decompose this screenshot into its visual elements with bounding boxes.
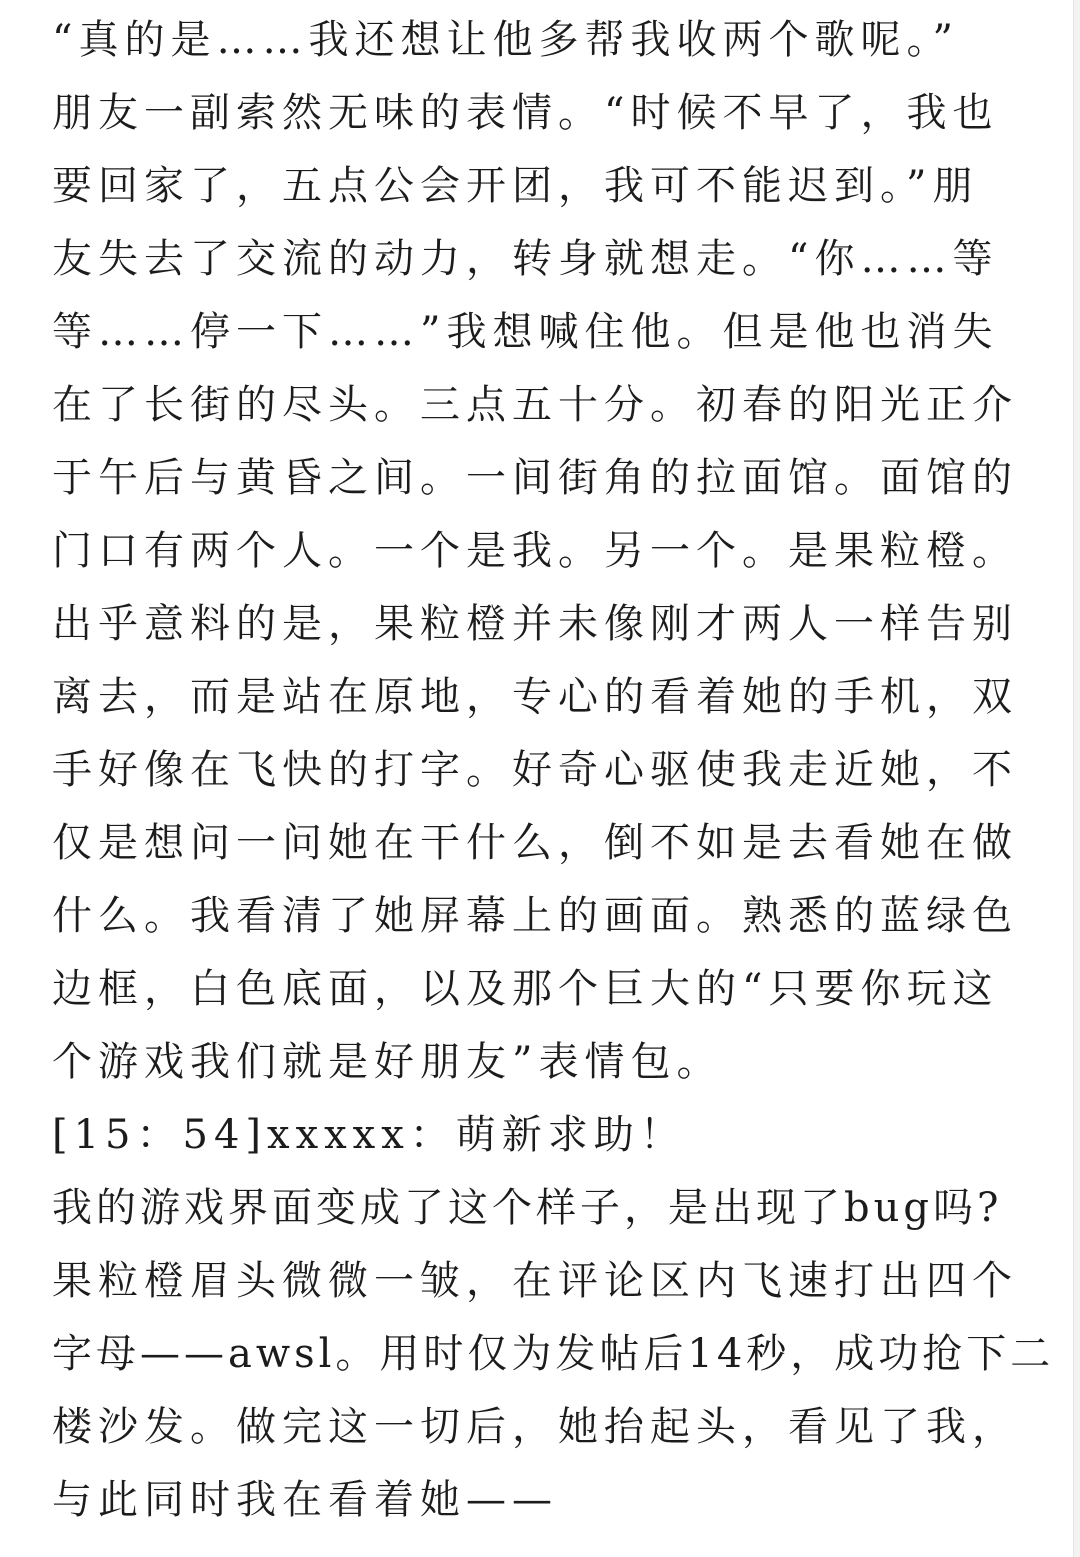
text-line: 门口有两个人。一个是我。另一个。是果粒橙。 [52,528,1018,574]
text-line: 边框，白色底面，以及那个巨大的“只要你玩这 [52,966,999,1012]
text-line: 出乎意料的是，果粒橙并未像刚才两人一样告别 [52,601,1018,647]
text-line: 果粒橙眉头微微一皱，在评论区内飞速打出四个 [52,1258,1018,1304]
text-line: 什么。我看清了她屏幕上的画面。熟悉的蓝绿色 [52,893,1018,939]
timestamp-post-line: [15：54]xxxxx：萌新求助！ [52,1112,686,1158]
text-line: 离去，而是站在原地，专心的看着她的手机，双 [52,674,1018,720]
text-line: 友失去了交流的动力，转身就想走。“你……等 [52,236,999,282]
text-line: “真的是……我还想让他多帮我收两个歌呢。” [52,17,959,63]
text-line: 个游戏我们就是好朋友”表情包。 [52,1039,723,1085]
page-edge-divider [1073,0,1080,1557]
text-line: 朋友一副索然无味的表情。“时候不早了，我也 [52,90,999,136]
text-line: 我的游戏界面变成了这个样子，是出现了bug吗? [52,1185,1003,1231]
text-line: 于午后与黄昏之间。一间街角的拉面馆。面馆的 [52,455,1018,501]
text-line: 在了长街的尽头。三点五十分。初春的阳光正介 [52,382,1018,428]
text-line: 等……停一下……”我想喊住他。但是他也消失 [52,309,999,355]
document-text [52,4,1062,1537]
text-line: 要回家了，五点公会开团，我可不能迟到。”朋 [52,163,979,209]
text-line: 字母——awsl。用时仅为发帖后14秒，成功抢下二 [52,1331,1055,1377]
text-line: 仅是想问一问她在干什么，倒不如是去看她在做 [52,820,1018,866]
text-line: 手好像在飞快的打字。好奇心驱使我走近她，不 [52,747,1018,793]
text-line: 楼沙发。做完这一切后，她抬起头，看见了我， [52,1404,1018,1450]
text-line: 与此同时我在看着她—— [52,1477,558,1523]
